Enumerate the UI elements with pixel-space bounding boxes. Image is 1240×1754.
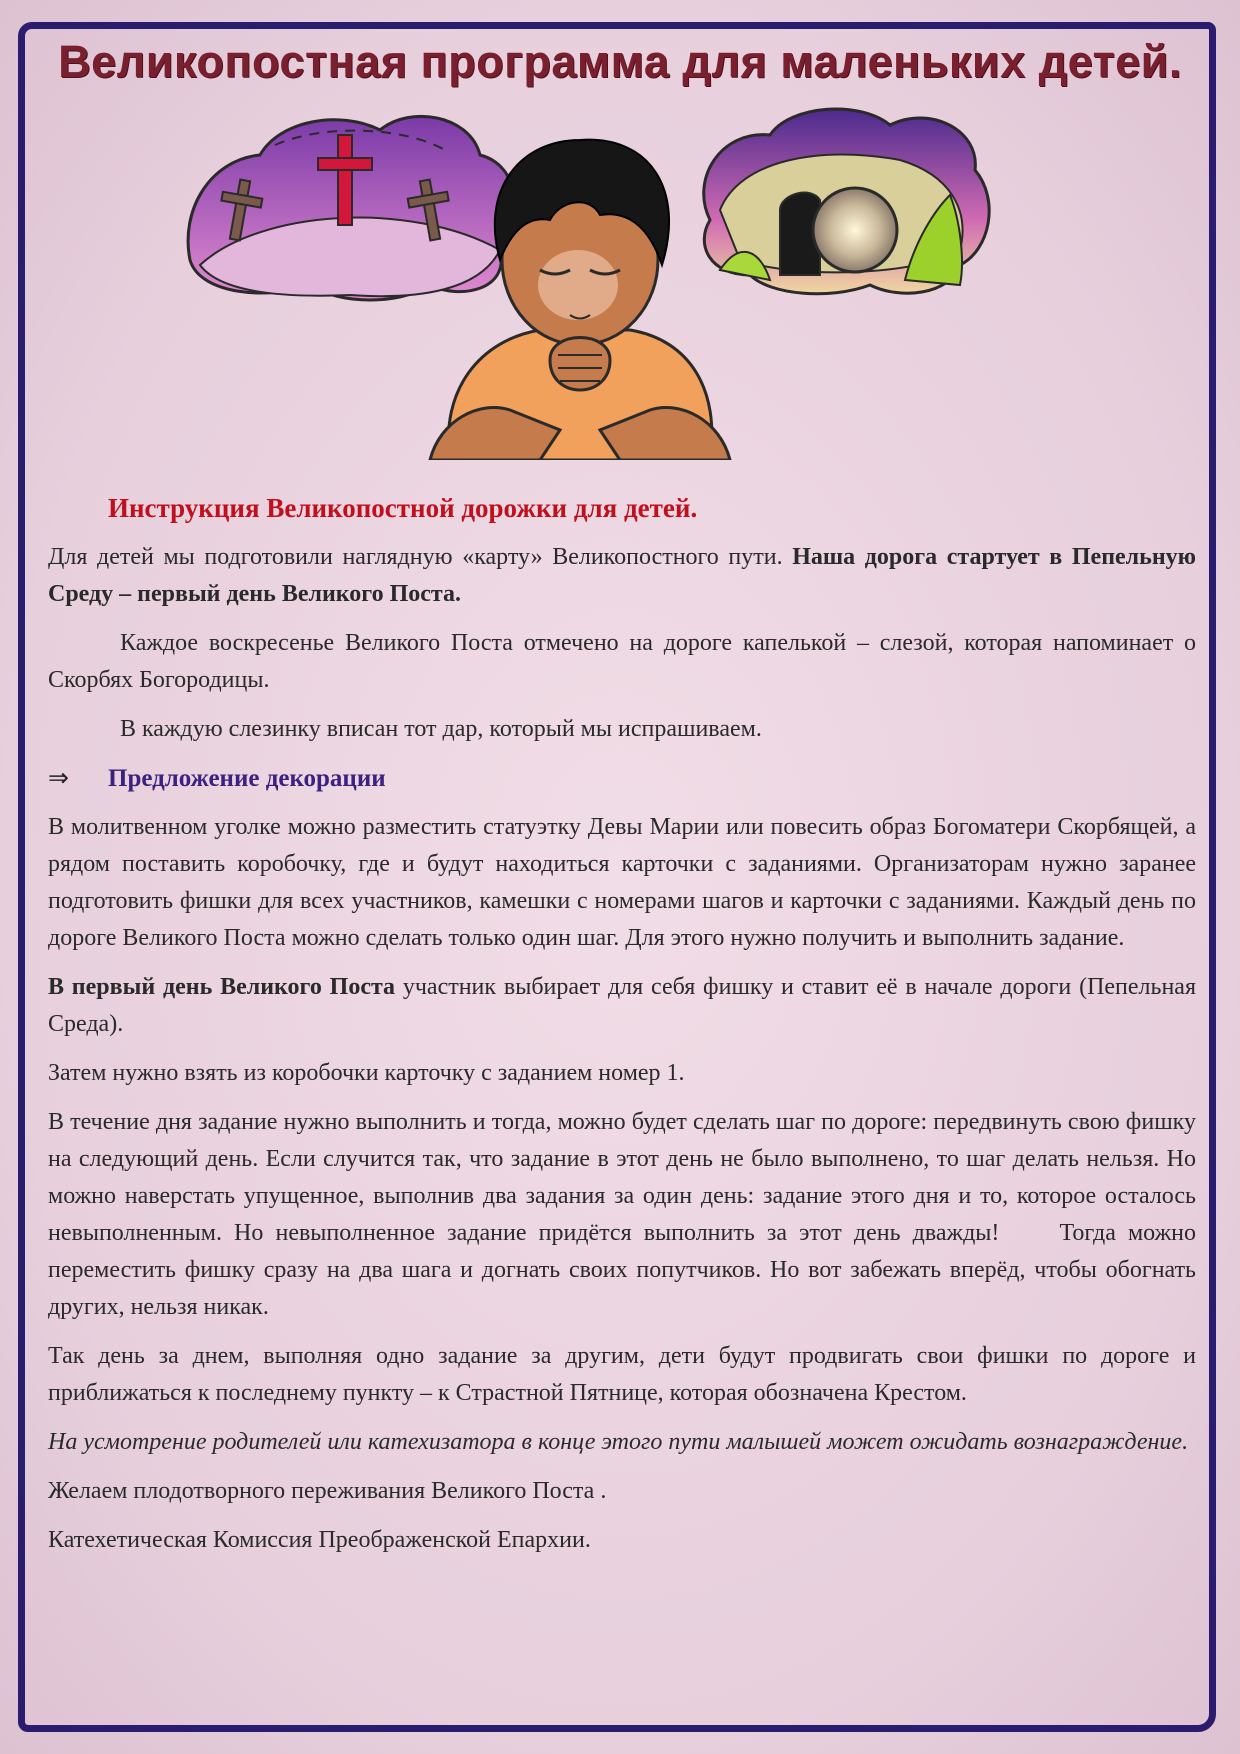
- document-body: [48, 490, 1196, 1571]
- lent-illustration: [180, 100, 1080, 460]
- empty-tomb-scene: [704, 109, 989, 294]
- three-crosses-scene: [188, 116, 515, 300]
- paragraph-card: Затем нужно взять из коробочки карточку с заданием номер 1.: [48, 1060, 685, 1086]
- paragraph-intro: [48, 539, 1196, 613]
- paragraph-wishes: Желаем плодотворного переживания Великого Поста .: [48, 1478, 607, 1504]
- paragraph-progress: Так день за днем, выполняя одно задание за другим, дети будут продвигать свои фишки по дороге и приближаться к последнему пункту – к Страстной Пятнице, которая обозначена Крестом.: [48, 1343, 1196, 1406]
- paragraph-reward: На усмотрение родителей или катехизатора в конце этого пути малышей может ожидать вознаграждение.: [48, 1429, 1189, 1455]
- task-rules-text: В течение дня задание нужно выполнить и тогда, можно будет сделать шаг по дороге: передвинуть свою фишку на следующий день. Если случится так, что задание в этот день не было выполнено, то шаг делать нельзя. Но можно наверстать упущенное, выполнив два задания за один день: задание этого дня и то, которое осталось невыполненным. Но невыполненное задание придётся выполнить за этот день дважды!: [48, 1109, 1196, 1246]
- paragraph-task-rules: [48, 1104, 1196, 1326]
- first-day-text: участник выбирает для себя фишку и ставит её в начале дороги (Пепельная Среда).: [48, 974, 1196, 1037]
- section-subtitle: Инструкция Великопостной дорожки для детей.: [108, 493, 698, 523]
- paragraph-tears: В каждую слезинку вписан тот дар, который мы испрашиваем.: [120, 716, 762, 742]
- arrow-icon: ⇒: [48, 765, 69, 792]
- page-title: Великопостная программа для маленьких детей.: [58, 36, 1182, 87]
- decoration-heading-text: Предложение декорации: [108, 765, 386, 792]
- intro-bold-text: Наша дорога стартует в Пепельную Среду – первый день Великого Поста.: [48, 544, 1197, 607]
- paragraph-prayer-corner: В молитвенном уголке можно разместить статуэтку Девы Марии или повесить образ Богоматери Скорбящей, а рядом поставить коробочку, где и будут находиться карточки с заданиями. Организаторам нужно заранее подготовить фишки для всех участников, камешки с номерами шагов и карточки с заданиями. Каждый день по дороге Великого Поста можно сделать только один шаг. Для этого нужно получить и выполнить задание.: [48, 814, 1196, 951]
- paragraph-sundays: Каждое воскресенье Великого Поста отмечено на дороге капелькой – слезой, которая напоминает о Скорбях Богородицы.: [48, 630, 1196, 693]
- intro-text: Для детей мы подготовили наглядную «карту» Великопостного пути.: [48, 544, 783, 570]
- task-rules-continued: Тогда можно переместить фишку сразу на два шага и догнать своих попутчиков. Но вот забежать вперёд, чтобы обогнать других, нельзя никак.: [48, 1220, 1197, 1320]
- first-day-bold: В первый день Великого Поста: [48, 974, 396, 1000]
- decoration-heading: [48, 760, 1196, 797]
- signature: Катехетическая Комиссия Преображенской Епархии.: [48, 1527, 591, 1553]
- paragraph-first-day: [48, 969, 1196, 1043]
